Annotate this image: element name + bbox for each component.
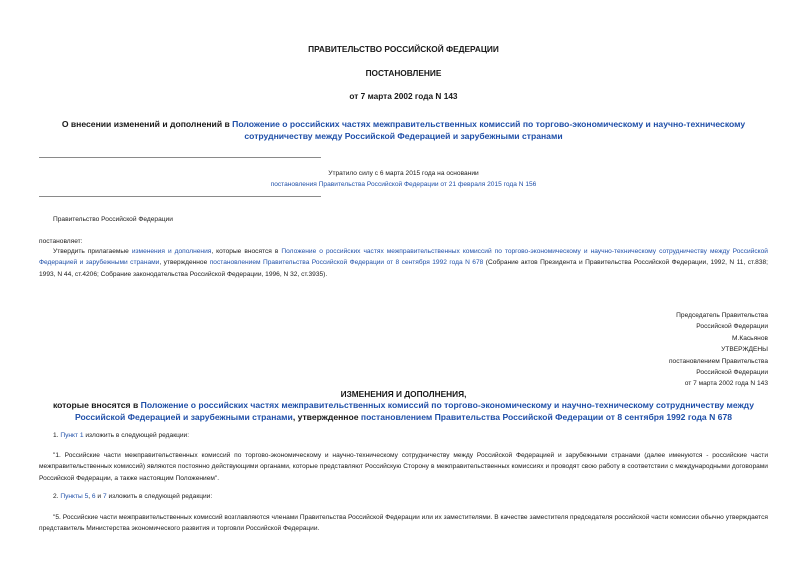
preamble-paragraph xyxy=(39,246,768,280)
item-1-text: изложить в следующей редакции: xyxy=(83,432,190,439)
approved-label: УТВЕРЖДЕНЫ xyxy=(721,346,768,354)
title-prefix: О внесении изменений и дополнений в xyxy=(61,119,233,129)
preamble-decrees: постановляет: xyxy=(39,238,83,245)
quote-1: "1. Российские части межправительственных комиссий по торгово-экономическому и научно-техническому сотрудничеству между Российской Федерацией и зарубежными странами (далее именуются - российские части межправительственных комиссий) являются постоянно действующими органами, которые представляют Российскую Сторону в межправительственных комиссиях и проводят свою работу в соответствии с международными договорами Российской Федерации, а также настоящим Положением". xyxy=(39,452,768,482)
divider-top xyxy=(39,157,321,158)
document-date-number: от 7 марта 2002 года N 143 xyxy=(349,91,458,101)
approved-by: постановлением Правительства xyxy=(668,357,768,365)
item-2-number: 2. xyxy=(53,493,61,500)
item-1 xyxy=(53,430,189,441)
preamble-text-end: (Собрание актов Президента и Правительства Российской Федерации, 1992, N 11, ст.838; 1993, N 44, ст.4206; Собрание законодательства Российской Федерации, 1996, N 32, ст.3935). xyxy=(39,259,769,278)
document-title xyxy=(40,119,767,142)
preamble-text-mid1: , которые вносятся в xyxy=(211,248,282,255)
item-2-text: изложить в следующей редакции: xyxy=(106,493,213,500)
changes-subtitle xyxy=(30,400,777,423)
changes-regulation-link[interactable]: Положение о российских частях межправительственных комиссий по торгово-экономическому и научно-техническому сотрудничеству между Российской Федерацией и зарубежными странами xyxy=(74,400,755,422)
item-2-link-5[interactable]: Пункты 5 xyxy=(60,493,89,500)
status-link[interactable]: постановления Правительства Российской Федерации от 21 февраля 2015 года N 156 xyxy=(270,181,537,188)
title-link[interactable]: Положение о российских частях межправительственных комиссий по торгово-экономическому и научно-техническому сотрудничеству между Российской Федерацией и зарубежными странами xyxy=(232,119,746,141)
item-2-link-7[interactable]: 7 xyxy=(102,493,107,500)
signature-block xyxy=(669,310,768,390)
changes-mid: , утвержденное xyxy=(292,411,361,422)
item-2-sep2: и xyxy=(95,493,103,500)
status-line-1: Утратило силу с 6 марта 2015 года на основании xyxy=(328,170,479,177)
regulation-link[interactable]: Положение о российских частях межправительственных комиссий по торгово-экономическому и научно-техническому сотрудничеству между Российской Федерацией и зарубежными странами xyxy=(39,248,768,267)
quote-2: "5. Российские части межправительственных комиссий возглавляются членами Правительства Российской Федерации или их заместителями. В качестве заместителя председателя российской части комиссии обычно утверждается представитель Министерства экономического развития и торговли Российской Федерации. xyxy=(39,514,768,533)
resolution-678-link[interactable]: постановлением Правительства Российской Федерации от 8 сентября 1992 года N 678 xyxy=(209,259,484,267)
changes-intro: которые вносятся в xyxy=(52,400,141,410)
changes-link[interactable]: изменения и дополнения xyxy=(131,248,212,255)
item-2 xyxy=(53,491,212,502)
government-heading: ПРАВИТЕЛЬСТВО РОССИЙСКОЙ ФЕДЕРАЦИИ xyxy=(308,44,499,54)
changes-resolution-link[interactable]: постановлением Правительства Российской Федерации от 8 сентября 1992 года N 678 xyxy=(360,411,733,422)
item-2-link-6[interactable]: 6 xyxy=(91,493,96,500)
preamble-subject: Правительство Российской Федерации xyxy=(53,216,173,223)
preamble-text-start: Утвердить прилагаемые xyxy=(53,248,132,255)
preamble-text-mid2: , утвержденное xyxy=(159,259,210,267)
approved-date: от 7 марта 2002 года N 143 xyxy=(684,380,768,388)
signature-name: М.Касьянов xyxy=(732,334,768,342)
item-1-link[interactable]: Пункт 1 xyxy=(60,432,84,439)
item-2-sep1: , xyxy=(88,493,92,500)
approved-rf: Российской Федерации xyxy=(696,369,768,377)
signature-position: Председатель Правительства xyxy=(676,312,768,319)
divider-bottom xyxy=(39,196,321,197)
document-type: ПОСТАНОВЛЕНИЕ xyxy=(365,68,442,78)
signature-rf: Российской Федерации xyxy=(696,323,768,331)
item-1-number: 1. xyxy=(53,432,61,439)
changes-heading: ИЗМЕНЕНИЯ И ДОПОЛНЕНИЯ, xyxy=(340,389,467,399)
